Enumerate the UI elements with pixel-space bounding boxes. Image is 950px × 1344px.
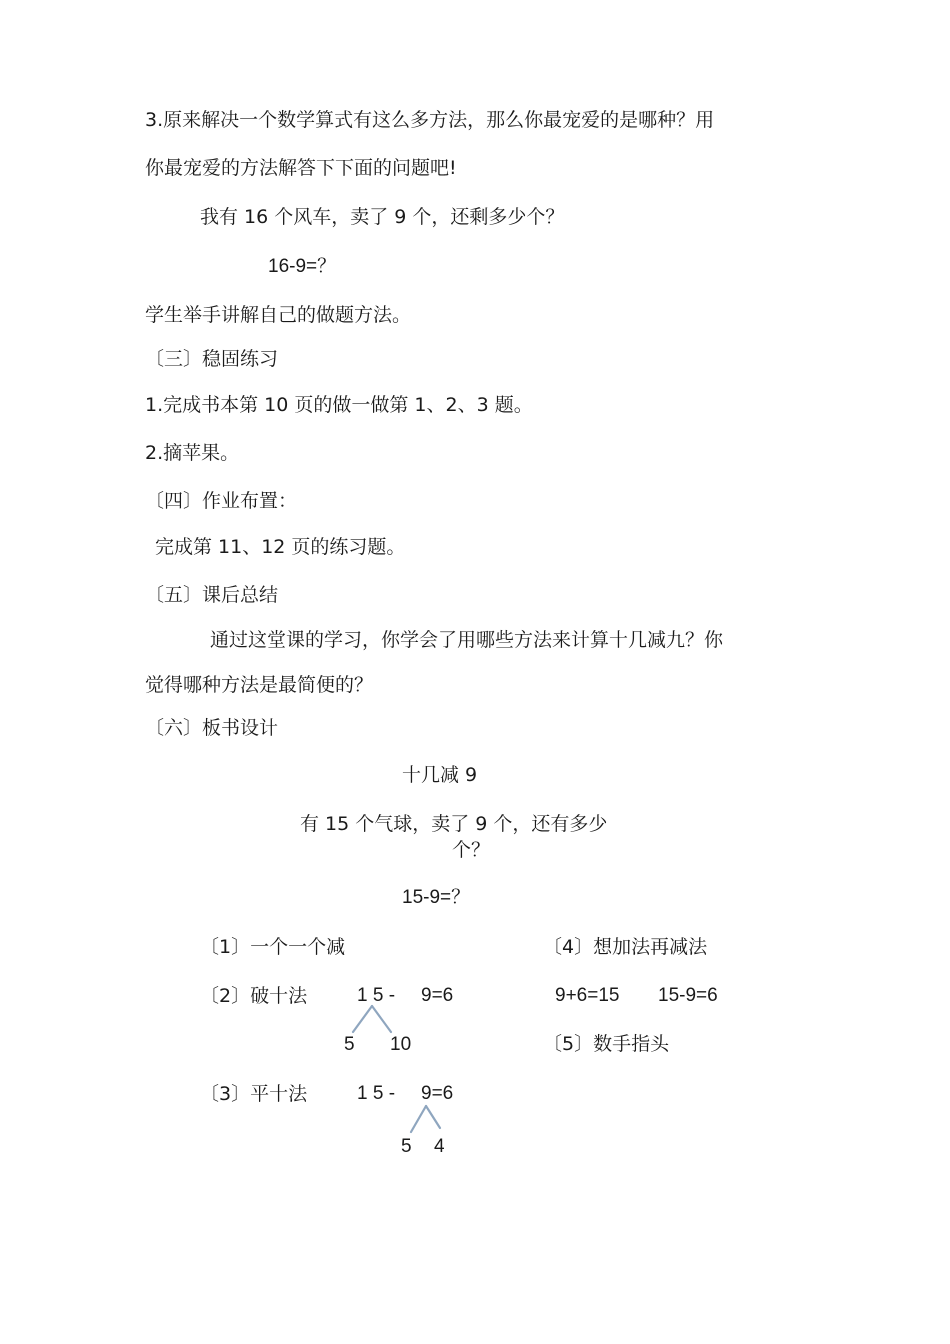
split-line-left — [353, 1006, 372, 1032]
split-line-left — [411, 1106, 426, 1132]
split-line-right — [372, 1006, 391, 1032]
windmill-problem: 我有 16 个风车，卖了 9 个，还剩多少个？ — [200, 206, 565, 228]
method-2-split-5: 5 — [344, 1034, 355, 1055]
question-3-line-1: 3.原来解决一个数学算式有这么多方法，那么你最宠爱的是哪种？用 — [145, 109, 715, 131]
summary-line-2: 觉得哪种方法是最简便的？ — [145, 674, 374, 696]
method-4-equation-1: 9+6=15 — [555, 985, 620, 1006]
board-title: 十几减 9 — [402, 764, 478, 786]
method-3-expression-left: 1 5 - — [357, 1083, 396, 1104]
method-4-addition-then-subtraction: 〔4〕想加法再减法 — [543, 936, 708, 958]
method-2-expression-left: 1 5 - — [357, 985, 396, 1006]
method-3-expression-right: 9=6 — [421, 1083, 454, 1104]
method-2-break-ten: 〔2〕破十法 — [200, 985, 308, 1007]
students-explain: 学生举手讲解自己的做题方法。 — [145, 304, 412, 326]
method-3-split-5: 5 — [401, 1136, 412, 1157]
method-2-split-10: 10 — [390, 1034, 412, 1055]
board-expression: 15-9=？ — [402, 887, 471, 908]
method-3-split-4: 4 — [434, 1136, 445, 1157]
windmill-expression: 16-9=？ — [268, 256, 337, 277]
practice-item-1: 1.完成书本第 10 页的做一做第 1、2、3 题。 — [145, 394, 533, 416]
section-4-heading: 〔四〕作业布置： — [145, 490, 298, 512]
question-3-line-2: 你最宠爱的方法解答下下面的问题吧! — [145, 157, 457, 179]
method-5-count-fingers: 〔5〕数手指头 — [543, 1033, 670, 1055]
method-3-level-ten: 〔3〕平十法 — [200, 1083, 308, 1105]
board-problem-line-1: 有 15 个气球，卖了 9 个，还有多少 — [300, 813, 608, 835]
method-2-expression-right: 9=6 — [421, 985, 454, 1006]
summary-line-1: 通过这堂课的学习，你学会了用哪些方法来计算十几减九？你 — [210, 629, 724, 651]
board-problem-line-2: 个？ — [452, 839, 491, 861]
homework-text: 完成第 11、12 页的练习题。 — [155, 536, 406, 558]
split-line-right — [426, 1106, 440, 1128]
method-4-equation-2: 15-9=6 — [658, 985, 718, 1006]
method-1-one-by-one: 〔1〕一个一个减 — [200, 936, 346, 958]
section-6-heading: 〔六〕板书设计 — [145, 717, 279, 739]
method-3-split-lines — [400, 1104, 450, 1134]
method-2-split-lines — [340, 1004, 400, 1034]
section-5-heading: 〔五〕课后总结 — [145, 584, 279, 606]
practice-item-2: 2.摘苹果。 — [145, 442, 240, 464]
section-3-heading: 〔三〕稳固练习 — [145, 348, 279, 370]
